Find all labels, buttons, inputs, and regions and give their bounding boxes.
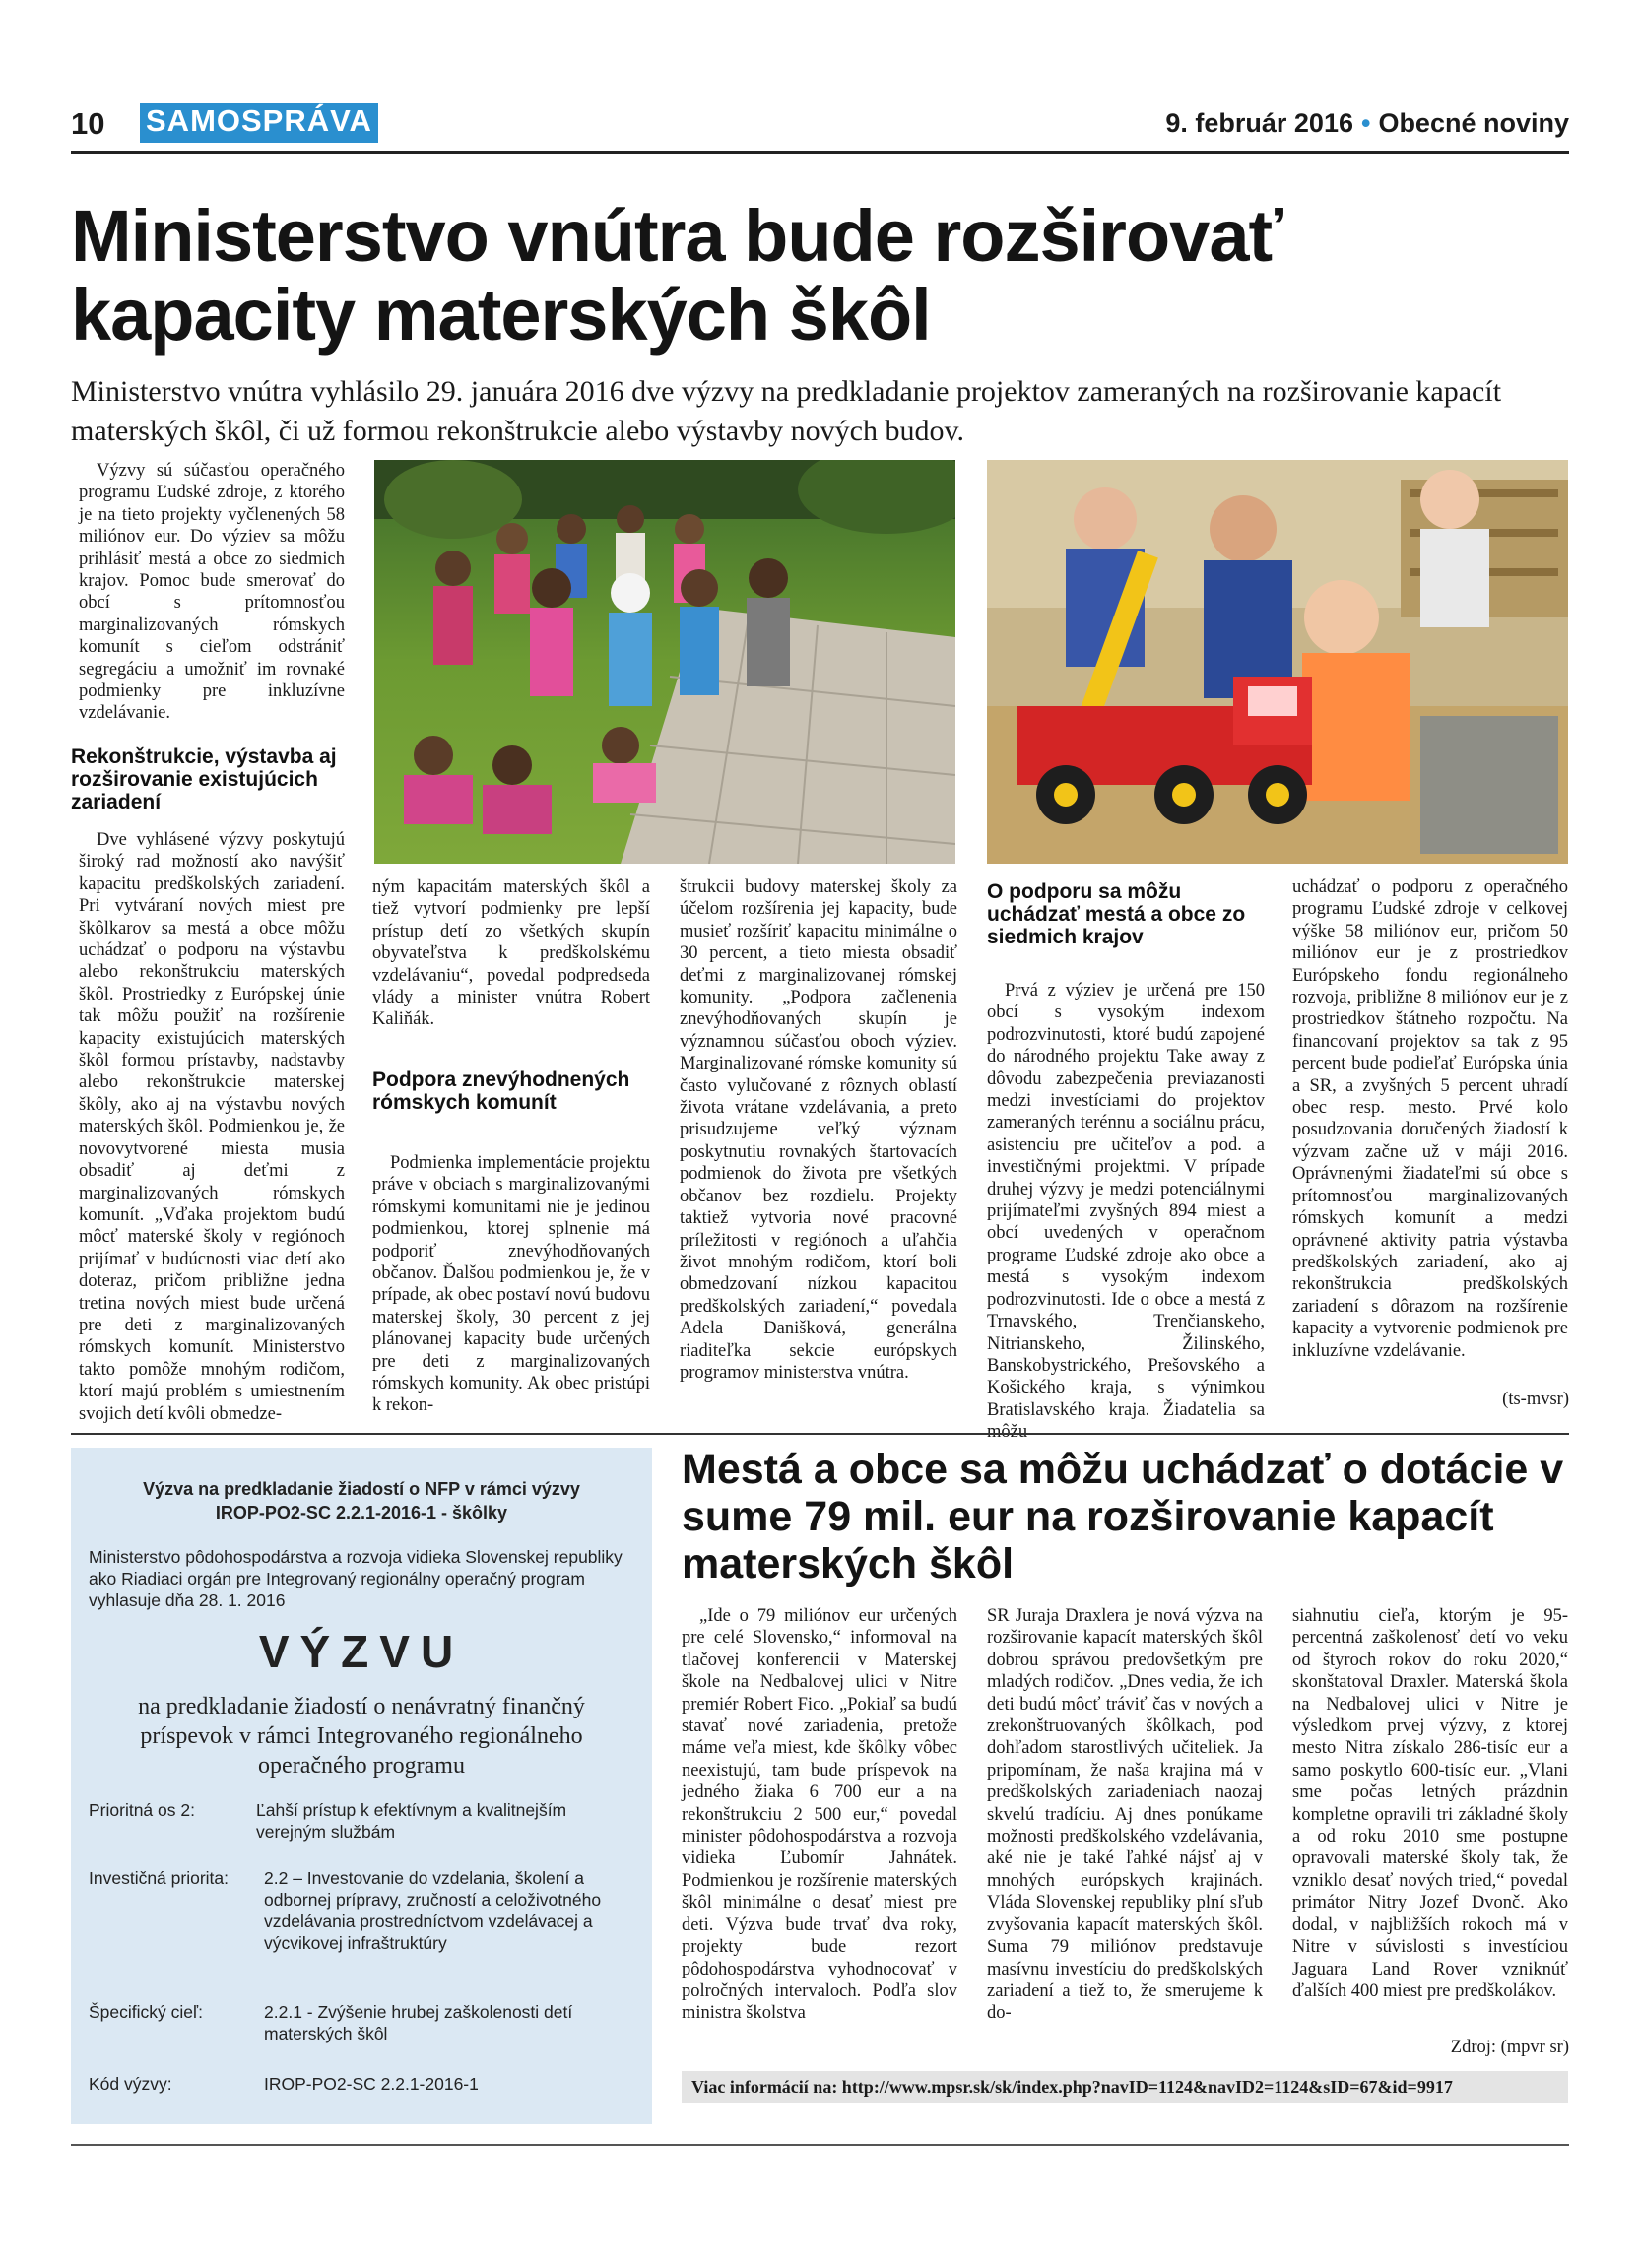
issue-date: 9. február 2016 (1165, 108, 1353, 138)
paragraph: siahnutiu cieľa, ktorým je 95-percentná zaškolenosť detí vo veku od štyroch rokov do roku 2020,“ skonštatoval Draxler. Materská škola na Nedbalovej ulici v Nitre je výsledkom prvej výzvy, z ktorej mesto Nitra získalo 286-tisíc eur a samo poskytlo 600-tisíc eur. „Vlani sme počas letných prázdnin kompletne opravili tri základné školy a od roku 2010 sme postupne opravovali materské školy tak, že vzniklo desať nových tried,“ povedal primátor Nitry Jozef Dvonč. Ako dodal, v najbližších rokoch má v Nitre v súvislosti s investíciou Jaguara Land Rover vzniknúť ďalších 400 miest pre predškolákov. (1292, 1606, 1568, 2001)
article-column-2 (372, 876, 650, 1031)
call-announcement-box (71, 1448, 652, 2124)
more-info-link[interactable]: Viac informácií na: http://www.mpsr.sk/sk/index.php?navID=1124&navID2=1124&sID=67&id=9917 (682, 2071, 1568, 2103)
paragraph: uchádzať o podporu z operačného programu Ľudské zdroje v celkovej výške 58 miliónov eur, pričom 50 miliónov eur je z prostriedkov Európskeho fondu regionálneho rozvoja, približne 8 miliónov eur je z prostriedkov štátneho rozpočtu. Na financovaní projektov sa tak z 95 percent bude podieľať Európska únia a SR, a zvyšných 5 percent uhradí obec resp. mesto. Prvé kolo posudzovania doručených žiadostí k výzvam začne už v máji 2016. Oprávnenými žiadateľmi sú obce s prítomnosťou marginalizovaných rómskych komunít a medzi oprávnené aktivity patria výstavba predškolských zariadení, ako aj rekonštrukcia predškolských zariadení s dôrazom na rozšírenie kapacity a vytvorenie podmienok pre inkluzívne vzdelávanie. (1292, 877, 1568, 1361)
row-value: Ľahší prístup k efektívnym a kvalitnejším verejným službám (256, 1800, 567, 1842)
boys-toy-truck-photo (987, 460, 1568, 864)
article-column-2-body (372, 1152, 650, 1417)
row-label: Špecifický cieľ: (89, 2002, 203, 2022)
paragraph: Podmienka implementácie projektu práve v obciach s marginalizovanými rómskymi komunitami nie je jedinou podmienkou, ktorej splnenie má podporiť znevýhodňovaných občanov. Ďalšou podmienkou je, že v prípade, ak obec postaví novú budovu materskej školy, 30 percent z jej plánovanej kapacity bude určených pre deti z marginalizovaných rómskych komunity. Ak obec pristúpi k rekon- (372, 1153, 650, 1416)
footer-rule (71, 2144, 1569, 2146)
row-label: Investičná priorita: (89, 1868, 230, 1888)
page-number: 10 (71, 106, 105, 141)
article-column-5 (1292, 876, 1568, 1362)
header-rule (71, 151, 1569, 154)
article-lead: Ministerstvo vnútra vyhlásilo 29. januára 2016 dve výzvy na predkladanie projektov zameraných na rozširovanie kapacít materských škôl, či už formou rekonštrukcie alebo výstavby nových budov. (71, 375, 1502, 447)
subheading-support: Podpora znevýhodnených rómskych komunít (372, 1069, 630, 1114)
paragraph: Dve vyhlásené výzvy poskytujú široký rad možností ako navýšiť kapacitu predškolských zariadení. Pri vytváraní nových miest pre škôlkarov sa mestá a obce môžu uchádzať o podporu na výstavbu alebo rekonštrukciu materských škôl. Prostriedky z Európskej únie tak môžu použiť na rozšírenie kapacity existujúcich materských škôl formou prístavby, nadstavby alebo rekonštrukcie materskej škôly, ako aj na výstavbu nových materských škôl. Podmienkou je, že novovytvorené miesta musia obsadiť aj deťmi z marginalizovaných rómskych komunít. „Vďaka projektom budú môcť materské školy v regiónoch prijímať v budúcnosti viac detí ako doteraz, pričom približne jedna tretina nových miest bude určená pre deti z marginalizovaných rómskych komunít. Ministerstvo takto pomôže mnohým rodičom, ktorí majú problém s umiestnením svojich detí kvôli obmedze- (79, 830, 345, 1424)
paragraph: SR Juraja Draxlera je nová výzva na rozširovanie kapacít materských škôl dobrou správou predovšetkým pre mladých rodičov. „Dnes vedia, že ich deti budú môcť tráviť čas v nových a zrekonštruovaných škôlkach, pod dohľadom starostlivých učiteliek. Ja pripomínam, že naša krajina má v predškolských zariadeniach naozaj skvelú tradíciu. Aj dnes ponúkame možnosti predškolského vzdelávania, aké nie je také ľahké nájsť aj v mnohých európskych krajinách. Vláda Slovenskej republiky plní sľub zvyšovania kapacít materských škôl. Suma 79 miliónov predstavuje masívnu investíciu do predškolských zariadení a tiež to, že smerujeme k do- (987, 1606, 1263, 2024)
box-row-specific-goal (89, 2001, 640, 2050)
subheading-reconstruction: Rekonštrukcie, výstavba aj rozširovanie existujúcich zariadení (71, 745, 337, 813)
article2-column-3 (1292, 1605, 1568, 2002)
box-call-title: VÝZVU (258, 1626, 465, 1677)
article2-column-1 (682, 1605, 957, 2025)
subheading-regions: O podporu sa môžu uchádzať mestá a obce zo siedmich krajov (987, 880, 1246, 948)
row-value: 2.2.1 - Zvýšenie hrubej zaškolenosti detí materských škôl (264, 2002, 573, 2043)
article-column-3 (680, 876, 957, 1384)
article2-source: Zdroj: (mpvr sr) (1450, 2038, 1569, 2057)
box-row-investment-priority (89, 1867, 640, 1977)
paragraph: ným kapacitám materských škôl a tiež vytvorí podmienky pre lepší prístup detí zo všetkých skupín obyvateľstva k predškolskému vzdelávaniu“, povedal podpredseda vlády a minister vnútra Robert Kaliňák. (372, 877, 650, 1030)
article-headline: Ministerstvo vnútra bude rozširovať kapacity materských škôl (71, 195, 1282, 356)
issue-info (1165, 108, 1569, 139)
paragraph: „Ide o 79 miliónov eur určených pre celé Slovensko,“ informoval na tlačovej konferencii v Materskej škole na Nedbalovej ulici v Nitre premiér Robert Fico. „Pokiaľ sa budú stavať nové zariadenia, pretože máme veľa miest, kde škôlky vôbec neexistujú, tam bude príspevok na jedného žiaka 6 700 eur a na rekonštrukciu 2 500 eur,“ povedal minister pôdohospodárstva a rozvoja vidieka Ľubomír Jahnátek. Podmienkou je rozšírenie materských škôl minimálne o desať miest pre deti. Výzva bude trvať dva roky, projekty bude rezort pôdohospodárstva vyhodnocovať v polročných intervaloch. Podľa slov ministra školstva (682, 1606, 957, 2024)
article-column-4 (987, 980, 1265, 1444)
article2-headline: Mestá a obce sa môžu uchádzať o dotácie v sume 79 mil. eur na rozširovanie kapacít materských škôl (682, 1446, 1564, 1588)
separator-dot: • (1360, 108, 1371, 138)
paragraph: Prvá z výziev je určená pre 150 obcí s vysokým indexom podrozvinutosti, ktoré budú zapojené do národného projektu Take away z dôvodu zabezpečenia previazanosti medzi investíciami do projektov zameraných terénnu a sociálnu prácu, asistenciu pre učiteľov a pod. a investičnými projektmi. V prípade druhej výzvy je medzi potenciálnymi prijímateľmi zvyšných 894 miest a obcí uvedených v operačnom programe Ľudské zdroje ako obce a mestá s vysokým indexom podrozvinutosti. Ide o obce a mestá z Trnavského, Trenčianskeho, Nitrianskeho, Žilinského, Banskobystrického, Prešovského a Košického kraja, s výnimkou Bratislavského kraja. Žiadatelia sa (987, 981, 1265, 1420)
article-column-1-body (79, 829, 345, 1425)
paper-name: Obecné noviny (1378, 108, 1569, 138)
section-label: SAMOSPRÁVA (140, 103, 378, 143)
paragraph: štrukcii budovy materskej školy za účelom rozšírenia jej kapacity, bude musieť rozšíriť kapacitu minimálne o 30 percent, a tieto miesta obsadiť deťmi z marginalizovanej rómskej komunity. „Podpora začlenenia znevýhodňovaných skupín je významnou súčasťou oboch výziev. Marginalizované rómske komunity sú často vylučované z rôznych oblastí života vrátane vzdelávania, a preto prisudzujeme veľký význam poskytnutiu rovnakých štartovacích podmienok do života pre všetkých občanov bez rozdielu. Projekty taktiež vytvoria nové pracovné príležitosti v regiónoch a uľahčia život mnohým rodičom, ktorí boli obmedzovaní nízkou kapacitou predškolských zariadení,“ povedala Adela Danišková, generálna riaditeľka sekcie európskych programov ministerstva vnútra. (680, 877, 957, 1383)
row-label: Kód výzvy: (89, 2074, 172, 2094)
row-value: 2.2 – Investovanie do vzdelania, školení a odbornej prípravy, zručností a celoživotného vzdelávania prostredníctvom vzdelávacej a výcvikovej infraštruktúry (264, 1868, 602, 1953)
section-divider (71, 1433, 1569, 1435)
row-value: IROP-PO2-SC 2.2.1-2016-1 (264, 2074, 479, 2094)
box-heading: Výzva na predkladanie žiadostí o NFP v rámci výzvy IROP-PO2-SC 2.2.1-2016-1 - škôlky (143, 1479, 580, 1523)
article2-column-2 (987, 1605, 1263, 2025)
children-playground-photo (374, 460, 955, 864)
box-row-call-code (89, 2073, 640, 2099)
article-column-1 (79, 460, 345, 725)
intro-paragraph: Výzvy sú súčasťou operačného programu Ľudské zdroje, z ktorého je na tieto projekty vyčlenených 58 miliónov eur. Do výziev sa môžu prihlásiť mestá a obce zo siedmich krajov. Pomoc bude smerovať do obcí s prítomnosťou marginalizovaných rómskych komunít s cieľom odstrániť segregáciu a umožniť im rovnaké podmienky pre inkluzívne vzdelávanie. (79, 461, 345, 724)
box-subtitle: na predkladanie žiadostí o nenávratný finančný príspevok v rámci Integrovaného regionálneho operačného programu (138, 1694, 585, 1779)
box-intro: Ministerstvo pôdohospodárstva a rozvoja vidieka Slovenskej republiky ako Riadiaci orgán pre Integrovaný regionálny operačný program vyhlasuje dňa 28. 1. 2016 (89, 1547, 623, 1610)
row-label: Prioritná os 2: (89, 1800, 195, 1820)
box-row-priority-axis (89, 1799, 640, 1848)
article-credit: (ts-mvsr) (1502, 1390, 1569, 1409)
